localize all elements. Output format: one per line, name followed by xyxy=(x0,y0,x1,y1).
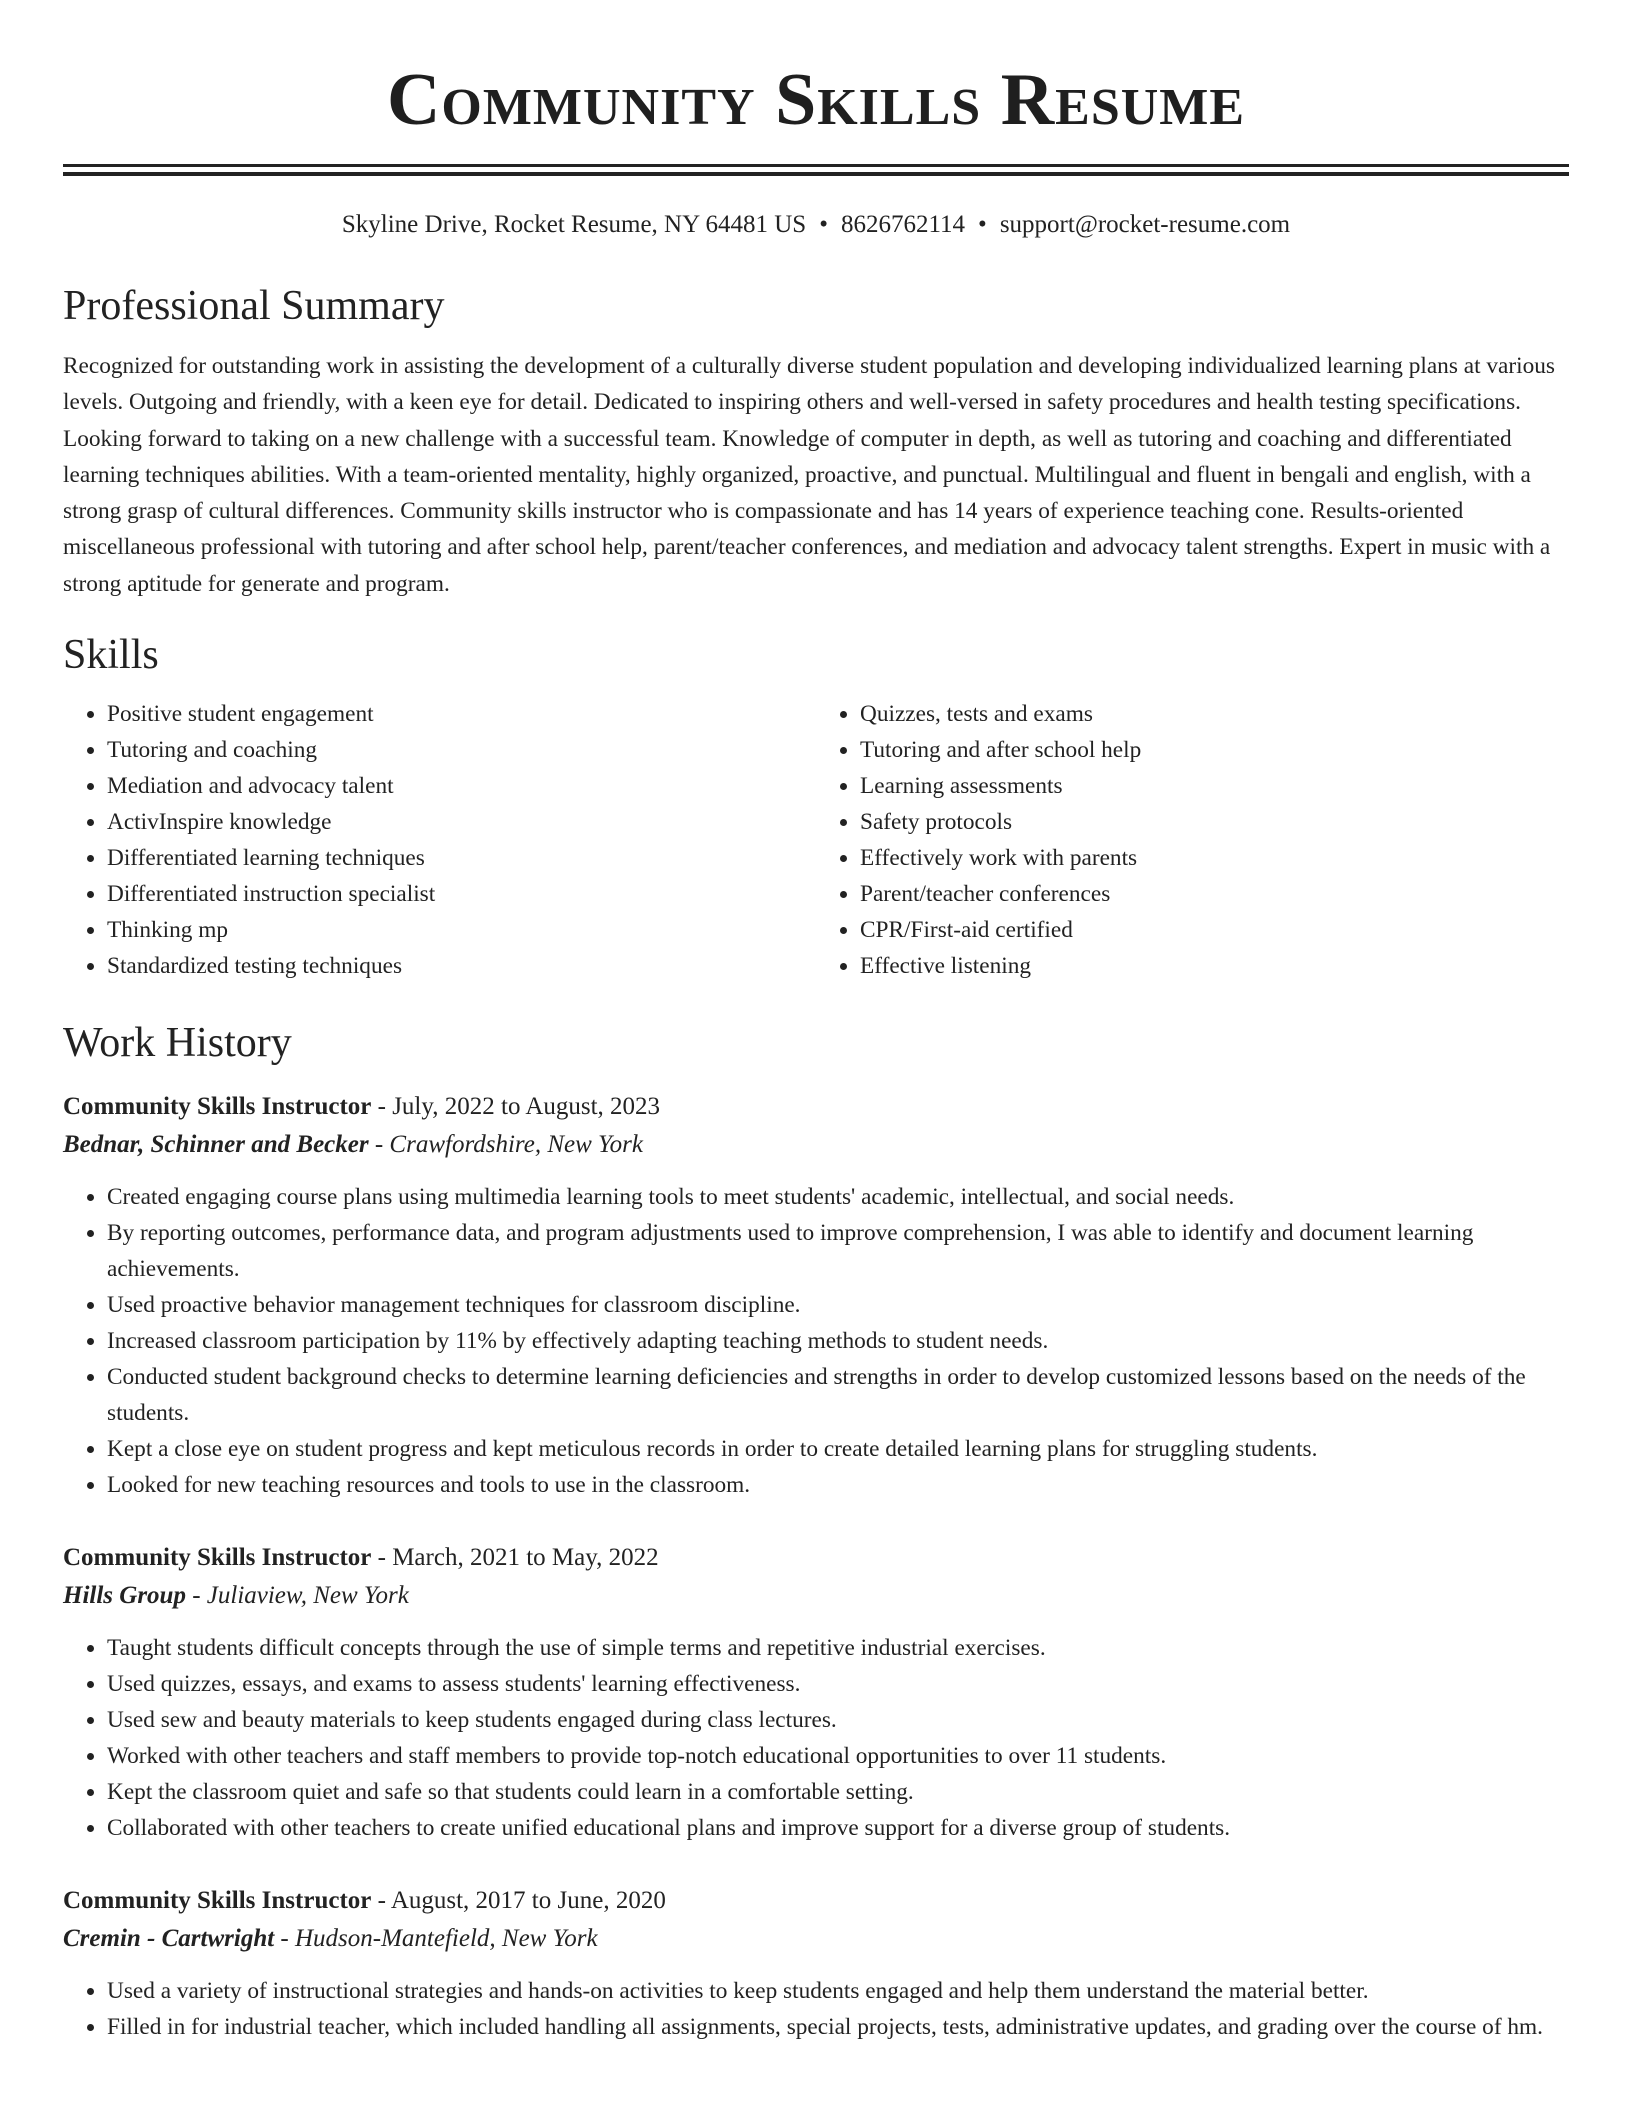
job-duty: • Used sew and beauty materials to keep students engaged during class lectures. xyxy=(107,1702,1569,1738)
summary-heading: Professional Summary xyxy=(63,283,445,329)
job-title: Community Skills Instructor xyxy=(63,1544,372,1572)
job-dates: - August, 2017 to June, 2020 xyxy=(371,1887,666,1915)
job-title: Community Skills Instructor xyxy=(63,1887,372,1915)
job-duty: • Worked with other teachers and staff members to provide top-notch educational opportunities to over 11 students. xyxy=(107,1738,1569,1774)
contact-phone: 8626762114 xyxy=(840,211,966,238)
job-location: - Crawfordshire, New York xyxy=(368,1131,643,1159)
skill-item: • Safety protocols xyxy=(860,804,1569,840)
skill-item: • Parent/teacher conferences xyxy=(860,876,1569,912)
job-company: Hills Group xyxy=(63,1582,186,1610)
skill-item: • Tutoring and after school help xyxy=(860,732,1569,768)
skill-item: • Standardized testing techniques xyxy=(107,948,816,984)
skills-list xyxy=(63,696,1569,984)
job-title-line xyxy=(63,1882,1569,1920)
job-duty: • Increased classroom participation by 11% by effectively adapting teaching methods to student needs. xyxy=(107,1323,1569,1359)
job-title-line xyxy=(63,1539,1569,1577)
job-entry xyxy=(63,1882,1569,2045)
job-company-line xyxy=(63,1577,1569,1615)
job-duty: • Created engaging course plans using multimedia learning tools to meet students' academic, intellectual, and social needs. xyxy=(107,1179,1569,1215)
job-duties xyxy=(63,1179,1569,1503)
job-duties xyxy=(63,1973,1569,2045)
job-location: - Hudson-Mantefield, New York xyxy=(274,1925,598,1953)
job-duty: • By reporting outcomes, performance data, and program adjustments used to improve comprehension, I was able to identify and document learning achievements. xyxy=(107,1215,1569,1287)
job-entry xyxy=(63,1539,1569,1846)
skill-item: • Effectively work with parents xyxy=(860,840,1569,876)
title-divider xyxy=(63,164,1569,176)
contact-email: support@rocket-resume.com xyxy=(999,211,1291,238)
contact-separator: • xyxy=(978,211,987,238)
job-duty: • Looked for new teaching resources and tools to use in the classroom. xyxy=(107,1467,1569,1503)
skill-item: • Positive student engagement xyxy=(107,696,816,732)
skill-item: • Differentiated instruction specialist xyxy=(107,876,816,912)
job-duty: • Used quizzes, essays, and exams to assess students' learning effectiveness. xyxy=(107,1666,1569,1702)
job-company-line xyxy=(63,1126,1569,1164)
job-duty: • Used a variety of instructional strategies and hands-on activities to keep students engaged and help them understand the material better. xyxy=(107,1973,1569,2009)
job-duty: • Taught students difficult concepts through the use of simple terms and repetitive industrial exercises. xyxy=(107,1630,1569,1666)
skill-item: • Differentiated learning techniques xyxy=(107,840,816,876)
skills-column-left xyxy=(63,696,816,984)
skills-heading: Skills xyxy=(63,632,159,679)
job-title: Community Skills Instructor xyxy=(63,1093,372,1121)
contact-line xyxy=(63,209,1569,241)
job-company: Cremin - Cartwright xyxy=(63,1925,275,1953)
skill-item: • Learning assessments xyxy=(860,768,1569,804)
job-duty: • Kept the classroom quiet and safe so that students could learn in a comfortable setting. xyxy=(107,1774,1569,1810)
job-title-line xyxy=(63,1088,1569,1126)
skills-column-right xyxy=(816,696,1569,984)
job-duty: • Conducted student background checks to determine learning deficiencies and strengths in order to develop customized lessons based on the needs of the students. xyxy=(107,1359,1569,1431)
job-company-line xyxy=(63,1920,1569,1958)
contact-address: Skyline Drive, Rocket Resume, NY 64481 US xyxy=(341,211,807,238)
job-duty: • Filled in for industrial teacher, which included handling all assignments, special projects, tests, administrative updates, and grading over the course of hm. xyxy=(107,2009,1569,2045)
resume-title: Community Skills Resume xyxy=(386,59,1246,141)
job-duty: • Collaborated with other teachers to create unified educational plans and improve support for a diverse group of students. xyxy=(107,1810,1569,1846)
job-dates: - March, 2021 to May, 2022 xyxy=(371,1544,659,1572)
skill-item: • Mediation and advocacy talent xyxy=(107,768,816,804)
job-duty: • Used proactive behavior management techniques for classroom discipline. xyxy=(107,1287,1569,1323)
skill-item: • Quizzes, tests and exams xyxy=(860,696,1569,732)
work-history-heading: Work History xyxy=(63,1020,292,1067)
job-duties xyxy=(63,1630,1569,1846)
job-location: - Juliaview, New York xyxy=(185,1582,409,1610)
summary-text: Recognized for outstanding work in assisting the development of a culturally diverse student population and developing individualized learning plans at various levels. Outgoing and friendly, with a keen eye for detail. Dedicated to inspiring others and well-versed in safety procedures and health testing specifications. Looking forward to taking on a new challenge with a successful team. Knowledge of computer in depth, as well as tutoring and coaching and differentiated learning techniques abilities. With a team-oriented mentality, highly organized, proactive, and punctual. Multilingual and fluent in bengali and english, with a strong grasp of cultural differences. Community skills instructor who is compassionate and has 14 years of experience teaching cone. Results-oriented miscellaneous professional with tutoring and after school help, parent/teacher conferences, and mediation and advocacy talent strengths. Expert in music with a strong aptitude for generate and program. xyxy=(63,353,1555,597)
job-entry xyxy=(63,1088,1569,1503)
contact-separator: • xyxy=(819,211,828,238)
skill-item: • ActivInspire knowledge xyxy=(107,804,816,840)
skill-item: • Thinking mp xyxy=(107,912,816,948)
skill-item: • CPR/First-aid certified xyxy=(860,912,1569,948)
job-company: Bednar, Schinner and Becker xyxy=(63,1131,369,1159)
skill-item: • Tutoring and coaching xyxy=(107,732,816,768)
job-duty: • Kept a close eye on student progress and kept meticulous records in order to create detailed learning plans for struggling students. xyxy=(107,1431,1569,1467)
job-dates: - July, 2022 to August, 2023 xyxy=(371,1093,661,1121)
skill-item: • Effective listening xyxy=(860,948,1569,984)
